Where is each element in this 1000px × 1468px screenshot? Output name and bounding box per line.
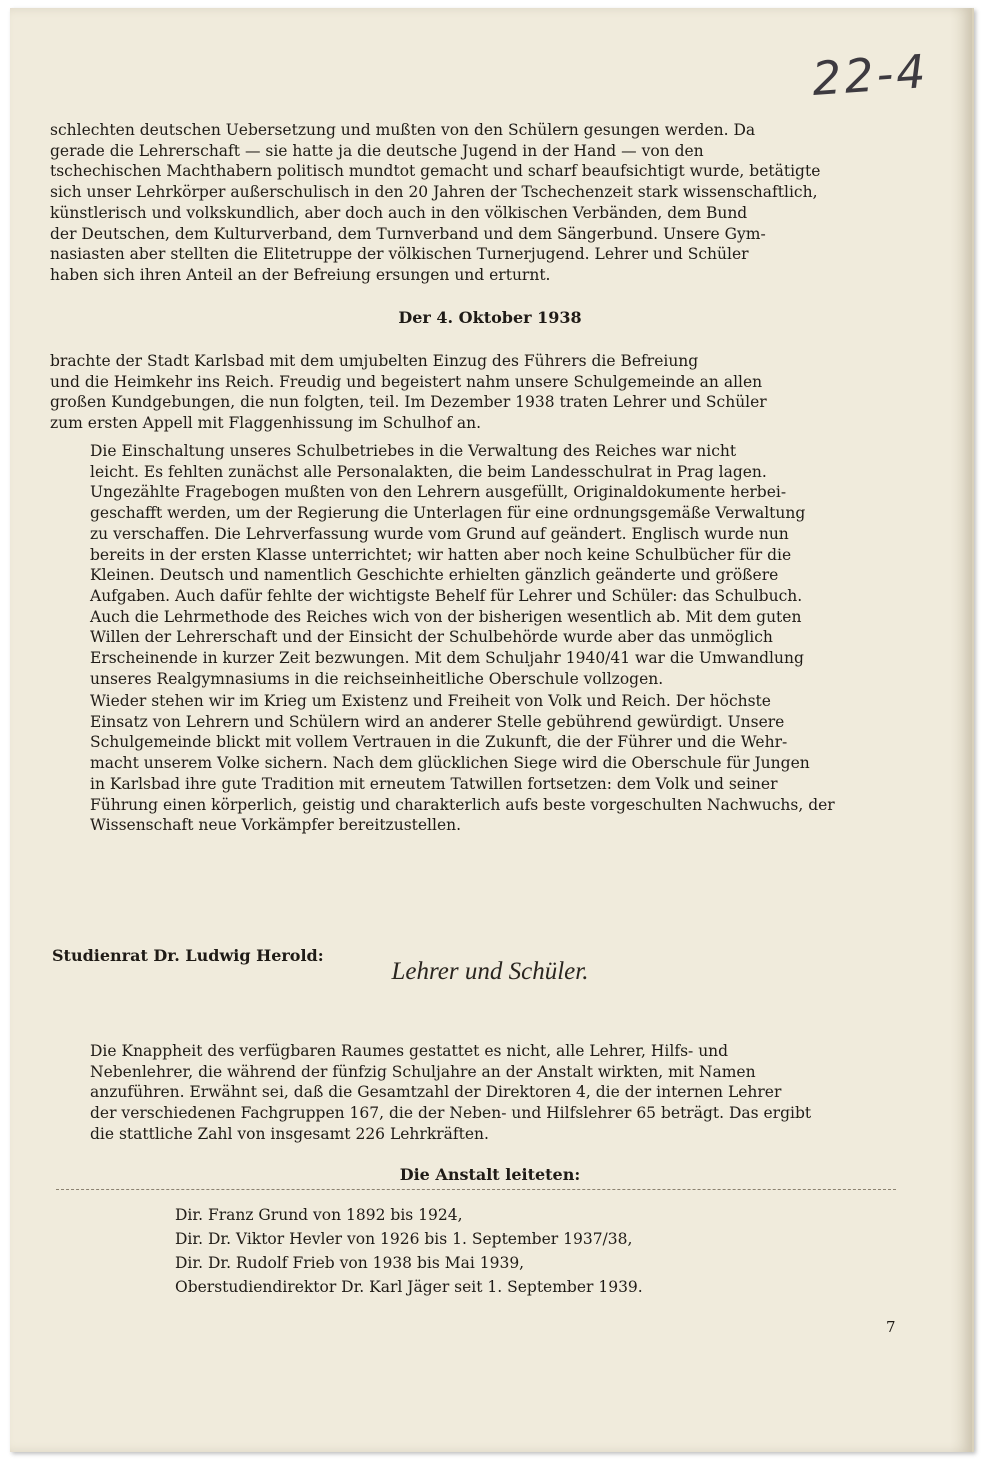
paragraph-administration	[50, 441, 902, 689]
text-line: Aufgaben. Auch dafür fehlte der wichtigste Behelf für Lehrer und Schüler: das Schulbuch.	[90, 586, 803, 605]
paragraph-liberation	[50, 351, 902, 434]
text-line: Erscheinende in kurzer Zeit bezwungen. Mit dem Schuljahr 1940/41 war die Umwandlung	[90, 649, 804, 668]
text-line: und die Heimkehr ins Reich. Freudig und begeistert nahm unsere Schulgemeinde an allen	[50, 372, 763, 391]
section-title: Lehrer und Schüler.	[391, 958, 589, 985]
text-line: nasiasten aber stellten die Elitetruppe der völkischen Turnerjugend. Lehrer und Schüler	[50, 245, 749, 264]
text-line: Schulgemeinde blickt mit vollem Vertrauen in die Zukunft, die der Führer und die Wehr-	[90, 733, 788, 752]
text-line: zum ersten Appell mit Flaggenhissung im Schulhof an.	[50, 414, 482, 433]
text-line: Einsatz von Lehrern und Schülern wird an anderer Stelle gebührend gewürdigt. Unsere	[90, 712, 785, 731]
text-line: sich unser Lehrkörper außerschulisch in den 20 Jahren der Tschechenzeit stark wissenschaftlich,	[50, 183, 818, 202]
text-line: Die Knappheit des verfügbaren Raumes gestattet es nicht, alle Lehrer, Hilfs- und	[90, 1042, 729, 1060]
text-line: Führung einen körperlich, geistig und charakterlich aufs beste vorgeschulten Nachwuchs, der	[90, 795, 835, 814]
text-line: Wissenschaft neue Vorkämpfer bereitzustellen.	[90, 816, 462, 835]
text-line: künstlerisch und volkskundlich, aber doch auch in den völkischen Verbänden, dem Bund	[50, 203, 748, 222]
list-item: Dir. Franz Grund von 1892 bis 1924,	[175, 1206, 463, 1224]
list-item: Dir. Dr. Viktor Hevler von 1926 bis 1. September 1937/38,	[175, 1230, 633, 1248]
text-line: Kleinen. Deutsch und namentlich Geschichte erhielten gänzlich geänderte und größere	[90, 566, 779, 585]
text-line: leicht. Es fehlten zunächst alle Personalakten, die beim Landesschulrat in Prag lagen.	[90, 462, 767, 481]
text-line: der verschiedenen Fachgruppen 167, die der Neben- und Hilfslehrer 65 beträgt. Das ergibt	[90, 1104, 812, 1123]
text-line: Wieder stehen wir im Krieg um Existenz und Freiheit von Volk und Reich. Der höchste	[90, 692, 771, 710]
text-line: zu verschaffen. Die Lehrverfassung wurde vom Grund auf geändert. Englisch wurde nun	[90, 524, 789, 543]
text-line: Ungezählte Fragebogen mußten von den Lehrern ausgefüllt, Originaldokumente herbei-	[90, 483, 787, 502]
directors-heading: Die Anstalt leiteten:	[399, 1165, 581, 1184]
text-line: Auch die Lehrmethode des Reiches wich von der bisherigen wesentlich ab. Mit dem guten	[90, 607, 802, 626]
list-item: Dir. Dr. Rudolf Frieb von 1938 bis Mai 1939,	[175, 1254, 525, 1272]
text-line: tschechischen Machthabern politisch mundtot gemacht und scharf beaufsichtigt wurde, betätigte	[50, 162, 821, 181]
text-line: macht unserem Volke sichern. Nach dem glücklichen Siege wird die Oberschule für Jungen	[90, 754, 810, 773]
document-page	[10, 8, 974, 1452]
text-line: unseres Realgymnasiums in die reichseinheitliche Oberschule vollzogen.	[90, 669, 664, 688]
text-line: Willen der Lehrerschaft und der Einsicht der Schulbehörde wurde aber das unmöglich	[90, 628, 773, 647]
paragraph-intro	[50, 120, 902, 286]
text-line: schlechten deutschen Uebersetzung und mußten von den Schülern gesungen werden. Da	[50, 121, 756, 139]
text-line: Nebenlehrer, die während der fünfzig Schuljahre an der Anstalt wirkten, mit Namen	[90, 1062, 756, 1081]
section-heading-date: Der 4. Oktober 1938	[398, 308, 582, 327]
text-line: in Karlsbad ihre gute Tradition mit erneutem Tatwillen fortsetzen: dem Volk und seiner	[90, 774, 778, 793]
directors-list	[175, 1203, 643, 1299]
text-line: haben sich ihren Anteil an der Befreiung ersungen und erturnt.	[50, 265, 551, 284]
list-item: Oberstudiendirektor Dr. Karl Jäger seit 1. September 1939.	[175, 1278, 643, 1296]
text-line: gerade die Lehrerschaft — sie hatte ja die deutsche Jugend in der Hand — von den	[50, 141, 704, 160]
text-line: geschafft werden, um der Regierung die Unterlagen für eine ordnungsgemäße Verwaltung	[90, 504, 806, 523]
text-line: bereits in der ersten Klasse unterrichtet; wir hatten aber noch keine Schulbücher für die	[90, 545, 792, 564]
text-line: brachte der Stadt Karlsbad mit dem umjubelten Einzug des Führers die Befreiung	[50, 352, 699, 370]
paragraph-teachers	[50, 1041, 902, 1145]
text-line: die stattliche Zahl von insgesamt 226 Lehrkräften.	[90, 1124, 489, 1143]
text-line: großen Kundgebungen, die nun folgten, teil. Im Dezember 1938 traten Lehrer und Schüler	[50, 393, 767, 412]
author-line: Studienrat Dr. Ludwig Herold:	[52, 946, 324, 965]
divider-rule	[56, 1189, 896, 1190]
paragraph-war	[50, 691, 902, 836]
text-line: der Deutschen, dem Kulturverband, dem Turnverband und dem Sängerbund. Unsere Gym-	[50, 224, 766, 243]
page-number: 7	[886, 1318, 896, 1336]
handwritten-folio-mark: 22-4	[810, 44, 931, 106]
text-line: Die Einschaltung unseres Schulbetriebes in die Verwaltung des Reiches war nicht	[90, 442, 737, 460]
text-line: anzuführen. Erwähnt sei, daß die Gesamtzahl der Direktoren 4, die der internen Lehrer	[90, 1083, 782, 1102]
